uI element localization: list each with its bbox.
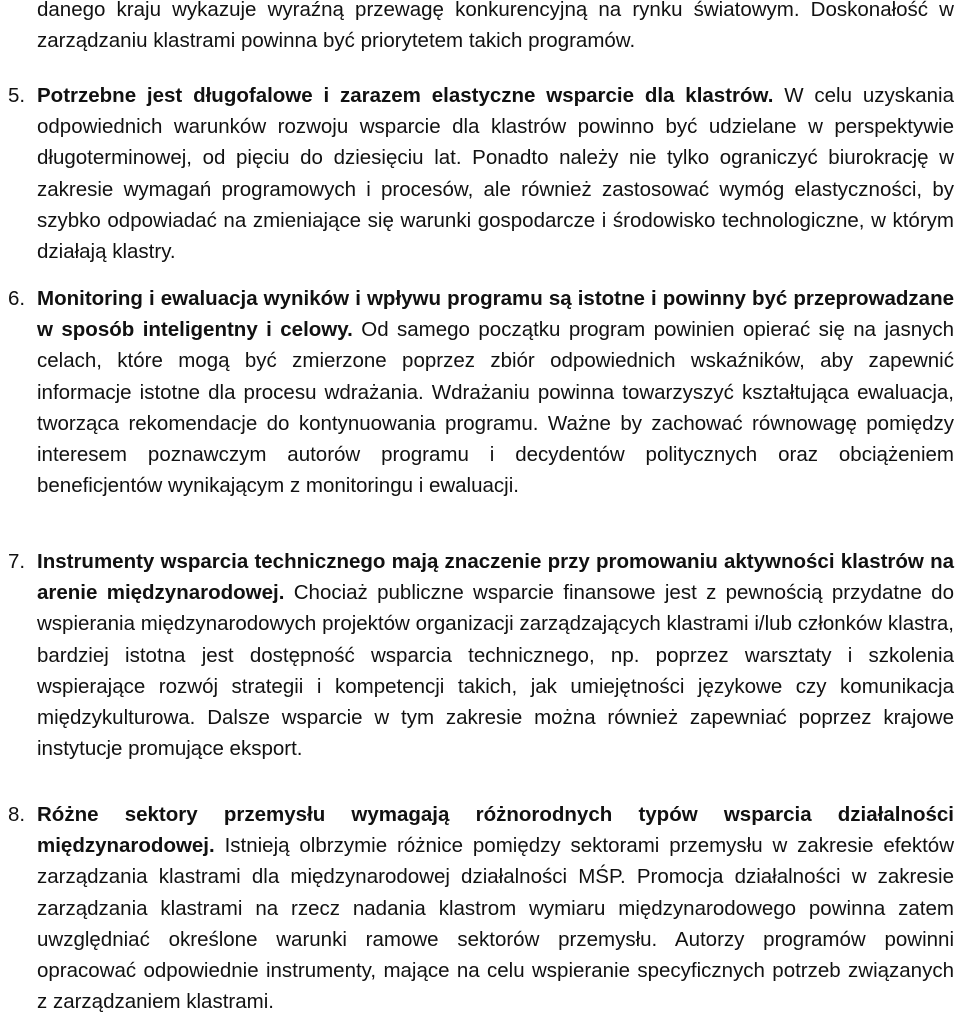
list-item bbox=[0, 283, 960, 501]
intro-text: danego kraju wykazuje wyraźną przewagę konkurencyjną na rynku światowym. Doskonałość w zarządzaniu klastrami powinna być priorytetem takich programów. bbox=[37, 0, 954, 53]
item-body: Istnieją olbrzymie różnice pomiędzy sektorami przemysłu w zakresie efektów zarządzania klastrami dla międzynarodowej działalności MŚP. Promocja działalności w zakresie zarządzania klastrami na rzecz nadania klastrom wymiaru międzynarodowego powinna zatem uwzględniać określone warunki ramowe sektorów przemysłu. Autorzy programów powinni opracować odpowiednie instrumenty, mające na celu wspieranie specyficznych potrzeb związanych z zarządzaniem klastrami. bbox=[37, 834, 954, 1014]
item-body: Chociaż publiczne wsparcie finansowe jest z pewnością przydatne do wspierania międzynarodowych projektów organizacji zarządzających klastrami i/lub członków klastra, bardziej istotna jest dostępność wsparcia technicznego, np. poprzez warsztaty i szkolenia wspierające rozwój strategii i kompetencji takich, jak umiejętności językowe czy komunikacja międzykulturowa. Dalsze wsparcie w tym zakresie można również zapewniać poprzez krajowe instytucje promujące eksport. bbox=[37, 581, 954, 761]
item-heading: Potrzebne jest długofalowe i zarazem elastyczne wsparcie dla klastrów. bbox=[37, 84, 774, 107]
item-body: Od samego początku program powinien opierać się na jasnych celach, które mogą być zmierzone poprzez zbiór odpowiednich wskaźników, aby zapewnić informacje istotne dla procesu wdrażania. Wdrażaniu powinna towarzyszyć kształtująca ewaluacja, tworząca rekomendacje do kontynuowania programu. Ważne by zachować równowagę pomiędzy interesem poznawczym autorów programu i decydentów politycznych oraz obciążeniem beneficjentów wynikającym z monitoringu i ewaluacji. bbox=[37, 318, 955, 498]
list-item bbox=[0, 799, 960, 1017]
list-item bbox=[0, 80, 960, 267]
item-body: W celu uzyskania odpowiednich warunków rozwoju wsparcie dla klastrów powinno być udzielane w perspektywie długoterminowej, od pięciu do dziesięciu lat. Ponadto należy nie tylko ograniczyć biurokrację w zakresie wymagań programowych i procesów, ale również zastosować wymóg elastyczności, by szybko odpowiadać na zmieniające się warunki gospodarcze i środowisko technologiczne, w którym działają klastry. bbox=[37, 84, 955, 264]
item-number: 6. bbox=[8, 287, 26, 310]
item-number: 7. bbox=[8, 550, 26, 573]
item-heading: Monitoring i ewaluacja wyników i wpływu programu są istotne i powinny być przeprowadzane w sposób inteligentny i celowy. bbox=[37, 287, 954, 342]
intro-paragraph bbox=[0, 0, 960, 56]
item-heading: Różne sektory przemysłu wymagają różnorodnych typów wsparcia działalności międzynarodowej. bbox=[37, 803, 954, 858]
list-item bbox=[0, 546, 960, 764]
item-heading: Instrumenty wsparcia technicznego mają znaczenie przy promowaniu aktywności klastrów na arenie międzynarodowej. bbox=[37, 550, 954, 605]
item-number: 5. bbox=[8, 84, 26, 107]
item-number: 8. bbox=[8, 803, 26, 826]
